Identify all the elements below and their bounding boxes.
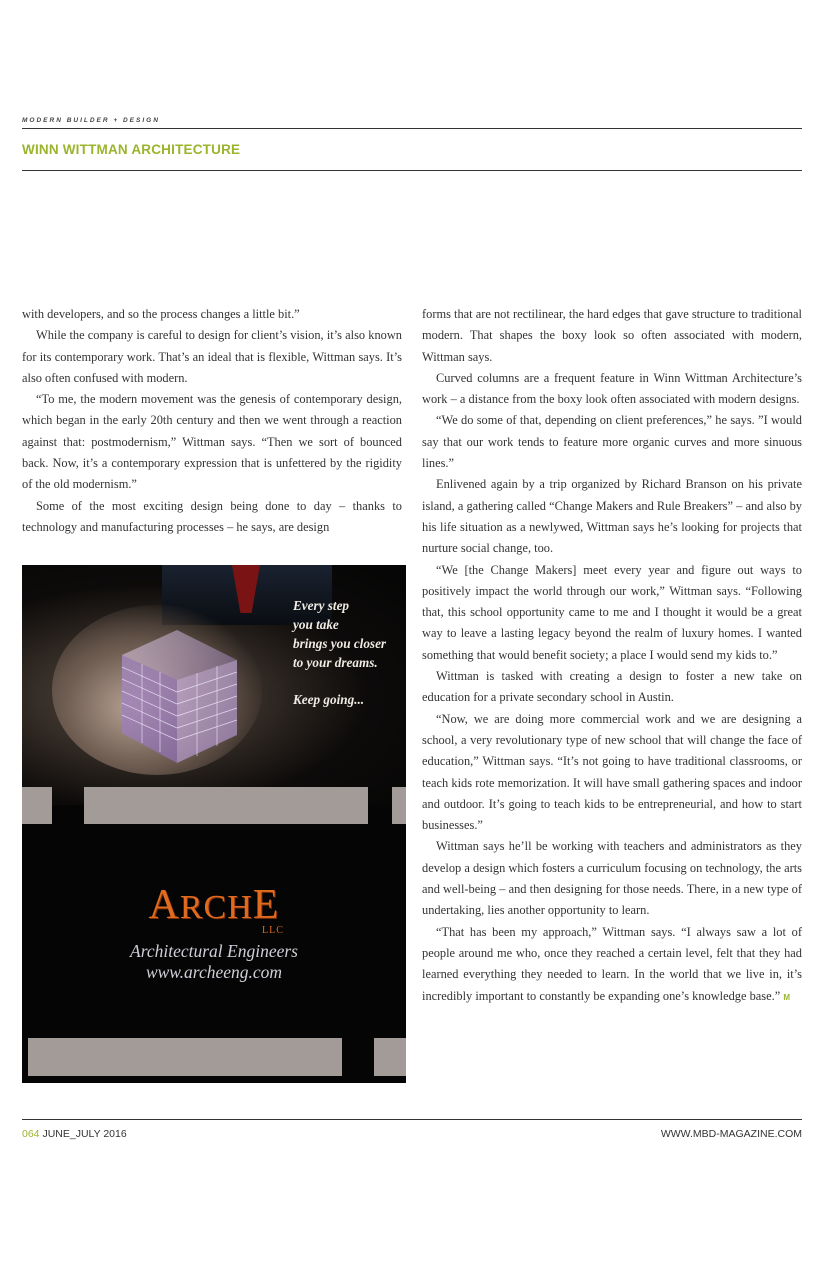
- article-column-right: [422, 304, 802, 1008]
- ad-tagline: Architectural Engineers: [130, 941, 298, 961]
- ad-keep-going: Keep going...: [293, 692, 365, 707]
- article-paragraph: Some of the most exciting design being done to day – thanks to technology and manufacturing processes – he says, are design: [22, 498, 402, 534]
- footer-issue: [22, 1128, 127, 1140]
- article-paragraph: “We [the Change Makers] meet every year and figure out ways to positively impact the world through our work,” Wittman says. “Following that, this school opportunity came to me and I thought it would be a great way to leave a lasting legacy beyond the realm of luxury homes. I wanted something that would benefit society; a place I would send my kids to.”: [422, 562, 802, 662]
- ad-grey-bar: [392, 787, 406, 824]
- arche-logo-a: A: [148, 882, 180, 928]
- arche-logo: [22, 881, 406, 929]
- article-paragraph: “To me, the modern movement was the genesis of contemporary design, which began in the early 20th century and then we went through a reaction against that: postmodernism,” Wittman says. “Then we sort of bounced back. Now, it’s a contemporary expression that is unfettered by the rigidity of the old modernism.”: [22, 392, 402, 492]
- arche-llc: LLC: [262, 925, 284, 936]
- masthead: MODERN BUILDER + DESIGN: [22, 117, 160, 124]
- article-paragraph: Curved columns are a frequent feature in Winn Wittman Architecture’s work – a distance from the boxy look often associated with modern designs.: [422, 370, 802, 407]
- article-paragraph: with developers, and so the process changes a little bit.”: [22, 307, 300, 321]
- article-paragraph: Wittman is tasked with creating a design to foster a new take on education for a private secondary school in Austin.: [422, 669, 802, 705]
- building-model-image: [102, 605, 252, 765]
- section-rule: [22, 170, 802, 171]
- footer-rule: [22, 1119, 802, 1120]
- article-paragraph-final: “That has been my approach,” Wittman says. “I always saw a lot of people around me who, once they reached a certain level, felt that they had learned everything they needed to learn. In the world that we live in, it’s incredibly important to constantly be expanding one’s knowledge base.” M: [422, 924, 802, 1003]
- masthead-rule: [22, 128, 802, 129]
- advertisement-arche[interactable]: [22, 565, 406, 1083]
- article-paragraph: forms that are not rectilinear, the hard edges that gave structure to traditional modern. That shapes the boxy look so often associated with modern, Wittman says.: [422, 307, 802, 364]
- arche-logo-e: E: [252, 882, 280, 928]
- ad-grey-bar: [28, 1038, 342, 1076]
- article-paragraph: While the company is careful to design for client’s vision, it’s also known for its contemporary work. That’s an ideal that is flexible, Wittman says. It’s also often confused with modern.: [22, 328, 402, 385]
- end-mark: M: [783, 992, 790, 1002]
- issue-date: JUNE_JULY 2016: [39, 1128, 127, 1140]
- article-paragraph: Enlivened again by a trip organized by Richard Branson on his private island, a gathering called “Change Makers and Rule Breakers” – and also by his life situation as a newlywed, Wittman says he’s looking for projects that nurture social change, too.: [422, 477, 802, 556]
- ad-grey-bar: [22, 787, 52, 824]
- article-paragraph: “We do some of that, depending on client preferences,” he says. ”I would say that our work tends to feature more organic curves and more sinuous lines.”: [422, 413, 802, 471]
- footer-website[interactable]: WWW.MBD-MAGAZINE.COM: [660, 1128, 802, 1140]
- article-paragraph: Wittman says he’ll be working with teachers and administrators as they develop a design which fosters a curriculum focusing on technology, the arts and well-being – and then designing for those needs. There, in a new type of undertaking, lies another opportunity to learn.: [422, 839, 802, 918]
- ad-grey-bar: [84, 787, 368, 824]
- ad-grey-bar: [374, 1038, 406, 1076]
- article-column-left: [22, 304, 402, 538]
- ad-url-link[interactable]: www.archeeng.com: [145, 962, 283, 982]
- section-title: WINN WITTMAN ARCHITECTURE: [22, 142, 241, 157]
- article-paragraph: “Now, we are doing more commercial work and we are designing a school, a very revolutionary type of new school that will change the face of education,” Wittman says. “It’s not going to have traditional classrooms, or teach kids rote memorization. It will have small gathering spaces and indoor and outdoor. It’s going to teach kids to be entrepreneurial, and how to start businesses.”: [422, 711, 802, 833]
- ad-slogan: Every step you take brings you closer to your dreams.: [293, 598, 387, 670]
- page-number: 064: [22, 1128, 40, 1140]
- arche-logo-rch: RCH: [179, 889, 253, 926]
